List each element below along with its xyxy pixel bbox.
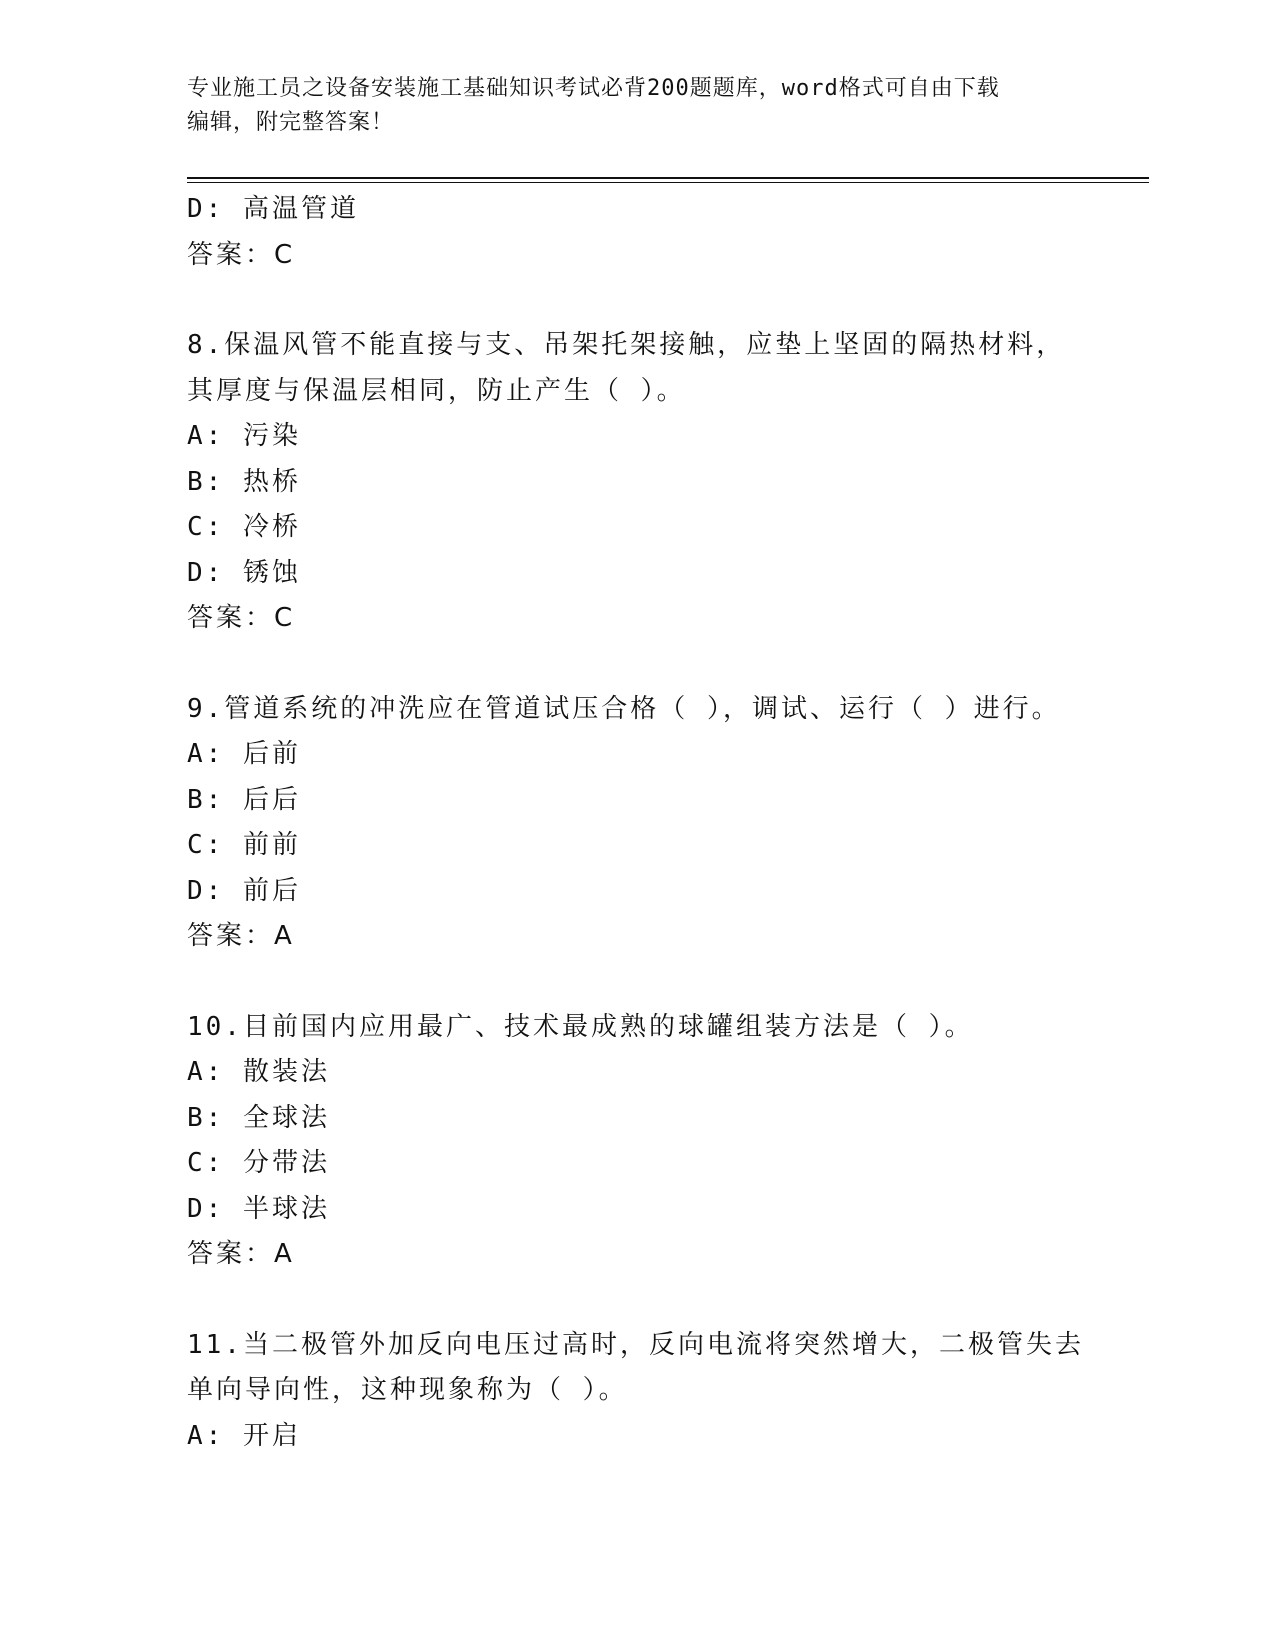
option-b: B: 全球法 — [187, 1102, 330, 1133]
option-a: A: 后前 — [187, 739, 301, 769]
option-c: C: 冷桥 — [187, 512, 301, 542]
question-stem-line: 9.管道系统的冲洗应在管道试压合格（ ），调试、运行（ ）进行。 — [187, 693, 1061, 724]
option-a: A: 开启 — [187, 1420, 301, 1451]
question-9 — [187, 687, 1147, 960]
option-a: A: 散装法 — [187, 1057, 330, 1087]
question-stem-line: 单向导向性，这种现象称为（ ）。 — [187, 1375, 628, 1405]
question-10 — [187, 1005, 1147, 1278]
header-line-1: 专业施工员之设备安装施工基础知识考试必背200题题库，word格式可自由下载 — [187, 76, 1000, 101]
question-11 — [187, 1323, 1147, 1460]
option-d: D: 半球法 — [187, 1193, 330, 1224]
header-line-2: 编辑，附完整答案！ — [187, 110, 395, 135]
question-stem-line: 8.保温风管不能直接与支、吊架托架接触，应垫上坚固的隔热材料， — [187, 330, 1066, 360]
question-gap — [187, 642, 1147, 687]
question-stem-line: 11.当二极管外加反向电压过高时，反向电流将突然增大，二极管失去 — [187, 1329, 1084, 1360]
option-d: D: 前后 — [187, 875, 301, 906]
question-stem-line: 其厚度与保温层相同，防止产生（ ）。 — [187, 375, 686, 406]
answer-line: 答案：C — [187, 603, 296, 633]
question-list — [187, 187, 1147, 1459]
option-a: A: 污染 — [187, 421, 301, 451]
answer-line: 答案：A — [187, 1239, 295, 1269]
option-c: C: 前前 — [187, 830, 301, 860]
question-gap — [187, 1278, 1147, 1323]
option-b: B: 热桥 — [187, 466, 301, 497]
header-divider-thin — [187, 182, 1149, 183]
option-d: D: 高温管道 — [187, 194, 359, 224]
header-divider-thick — [187, 177, 1149, 179]
answer-line: 答案：A — [187, 921, 295, 951]
option-b: B: 后后 — [187, 784, 301, 815]
question-gap — [187, 278, 1147, 323]
answer-line: 答案：C — [187, 239, 296, 270]
option-c: C: 分带法 — [187, 1148, 330, 1178]
question-gap — [187, 960, 1147, 1005]
question-stem-line: 10.目前国内应用最广、技术最成熟的球罐组装方法是（ ）。 — [187, 1011, 974, 1042]
question-8 — [187, 323, 1147, 642]
document-header — [187, 72, 1087, 140]
option-d: D: 锈蚀 — [187, 557, 301, 588]
